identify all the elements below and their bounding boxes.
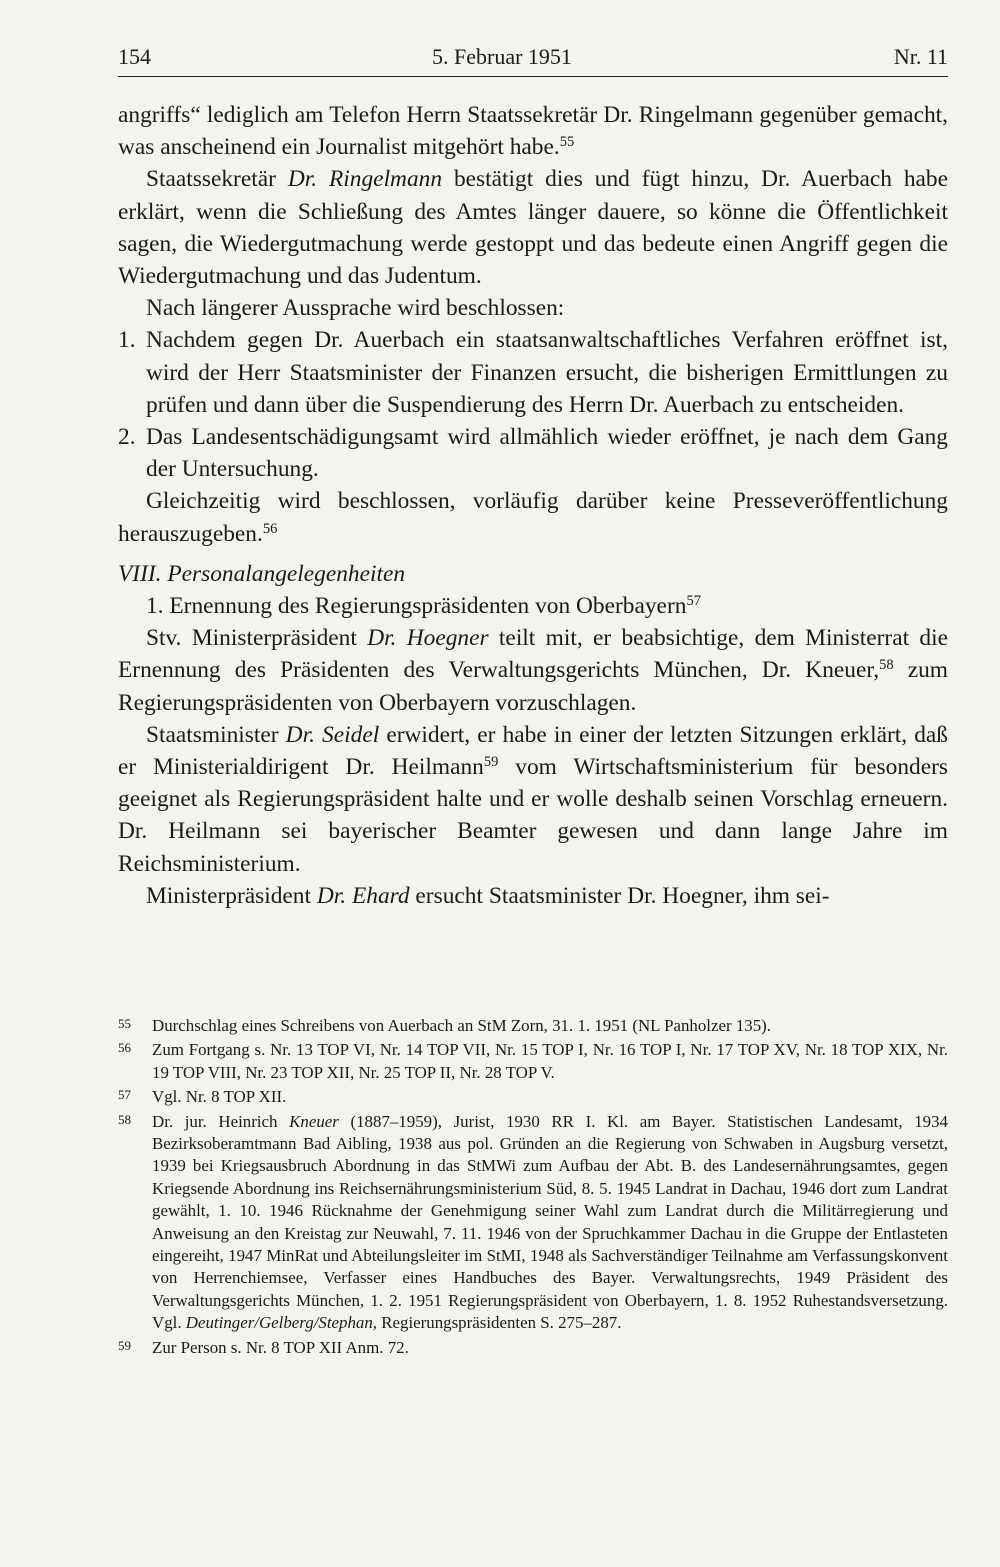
- paragraph: Staatsminister Dr. Seidel erwidert, er habe in einer der letzten Sitzungen erklärt, daß er Ministerialdirigent Dr. Heilmann$^{59}$ vom Wirtschaftsministerium für besonders geeignet als Regierungspräsident halte und er wolle deshalb seinen Vorschlag erneuern. Dr. Heilmann sei bayerischer Beamter gewesen und dann lange Jahre im Reichsministerium.: [118, 721, 949, 877]
- page-number: 154: [118, 44, 151, 69]
- list-item-number: 2.: [118, 424, 136, 451]
- speaker-name: Dr. Ringelmann: [287, 166, 443, 193]
- footnote: 57 Vgl. Nr. 8 TOP XII.: [118, 1086, 948, 1108]
- footnote-ref: 57: [686, 593, 701, 610]
- section-heading: VIII. Personalangelegenheiten: [118, 560, 406, 587]
- subsection-heading: 1. Ernennung des Regierungspräsidenten von Oberbayern$^{57}$: [146, 593, 701, 620]
- person-name: Kneuer: [289, 1111, 339, 1131]
- footnote-number: 56: [118, 1040, 131, 1056]
- footnote-ref: 55: [559, 134, 575, 151]
- header-rule: [118, 76, 948, 77]
- paragraph: Staatssekretär Dr. Ringelmann bestätigt dies und fügt hinzu, Dr. Auerbach habe erklärt, wenn die Schließung des Amtes länger dauere, so könne die Öffentlichkeit sagen, die Wiedergutmachung werde gestoppt und das bedeute einen Angriff gegen die Wiedergutmachung und das Judentum.: [118, 166, 948, 290]
- speaker-name: Dr. Seidel: [285, 721, 380, 748]
- header-date: 5. Februar 1951: [432, 44, 572, 69]
- list-item-number: 1.: [118, 327, 136, 354]
- paragraph: Gleichzeitig wird beschlossen, vorläufig darüber keine Presseveröffentlichung herauszugeben.$^{56}$: [118, 488, 948, 547]
- document-number: Nr. 11: [893, 44, 948, 69]
- footnote-ref: 59: [483, 754, 499, 771]
- footnote: 55 Durchschlag eines Schreibens von Auerbach an StM Zorn, 31. 1. 1951 (NL Panholzer 135).: [118, 1015, 948, 1037]
- paragraph: Stv. Ministerpräsident Dr. Hoegner teilt mit, er beabsichtige, dem Ministerrat die Ernennung des Präsidenten des Verwaltungsgerichts München, Dr. Kneuer,$^{58}$ zum Regierungspräsidenten von Oberbayern vorzuschlagen.: [118, 625, 949, 716]
- footnote-number: 58: [118, 1111, 131, 1127]
- list-item: 2. Das Landesentschädigungsamt wird allmählich wieder eröffnet, je nach dem Gang der Untersuchung.: [118, 421, 948, 485]
- footnotes: [118, 1015, 948, 1361]
- footnote-number: 55: [118, 1016, 131, 1031]
- citation-authors: Deutinger/Gelberg/Stephan,: [185, 1313, 378, 1333]
- speaker-name: Dr. Hoegner: [367, 625, 489, 652]
- paragraph: Nach längerer Aussprache wird beschlossen:: [146, 295, 565, 322]
- footnote-number: 59: [118, 1337, 131, 1353]
- running-header: [118, 38, 948, 78]
- speaker-name: Dr. Ehard: [316, 882, 410, 909]
- footnote: 56 Zum Fortgang s. Nr. 13 TOP VI, Nr. 14 TOP VII, Nr. 15 TOP I, Nr. 16 TOP I, Nr. 17 TOP XV, Nr. 18 TOP XIX, Nr. 19 TOP VIII, Nr. 23 TOP XII, Nr. 25 TOP II, Nr. 28 TOP V.: [118, 1039, 948, 1084]
- footnote-ref: 58: [879, 657, 894, 674]
- footnote: 59 Zur Person s. Nr. 8 TOP XII Anm. 72.: [118, 1337, 948, 1359]
- footnote: 58 Dr. jur. Heinrich Kneuer (1887–1959), Jurist, 1930 RR I. Kl. am Bayer. Statistischen Landesamt, 1934 Bezirksoberamtmann Bad Aibling, 1938 aus pol. Gründen an die Regierung von Schwaben in Augsburg versetzt, 1939 bei Kriegsausbruch Abordnung in das StMWi zum Aufbau der Abt. B. des Landesernährungsamtes, gegen Kriegsende Abordnung ins Reichsernährungsministerium Süd, 8. 5. 1945 Landrat in Dachau, 1946 dort zum Landrat gewählt, 1. 10. 1946 Rücknahme der Genehmigung seiner Wahl zum Landrat durch die Militärregierung und Anweisung an den Kreistag zur Neuwahl, 7. 11. 1946 von der Spruchkammer Dachau in die Gruppe der Entlasteten eingereiht, 1947 MinRat und Abteilungsleiter im StMI, 1948 als Sachverständiger Teilnahme am Verfassungskonvent von Herrenchiemsee, Verfasser eines Handbuches des Bayer. Verwaltungsrechts, 1949 Präsident des Verwaltungsgerichts München, 1. 2. 1951 Regierungspräsident von Oberbayern, 1. 8. 1952 Ruhestandsversetzung. Vgl. Deutinger/Gelberg/Stephan, Regierungspräsidenten S. 275–287.: [118, 1111, 948, 1335]
- paragraph: angriffs“ lediglich am Telefon Herrn Staatssekretär Dr. Ringelmann gegenüber gemacht, was anscheinend ein Journalist mitgehört habe.$^{55}$: [118, 102, 948, 161]
- main-text: [118, 99, 948, 912]
- paragraph: Ministerpräsident Dr. Ehard ersucht Staatsminister Dr. Hoegner, ihm sei-: [146, 882, 830, 909]
- footnote-number: 57: [118, 1087, 131, 1103]
- footnote-ref: 56: [262, 520, 278, 537]
- list-item: 1. Nachdem gegen Dr. Auerbach ein staatsanwaltschaftliches Verfahren eröffnet ist, wird der Herr Staatsminister der Finanzen ersucht, die bisherigen Ermittlungen zu prüfen und dann über die Suspendierung des Herrn Dr. Auerbach zu entscheiden.: [118, 324, 948, 421]
